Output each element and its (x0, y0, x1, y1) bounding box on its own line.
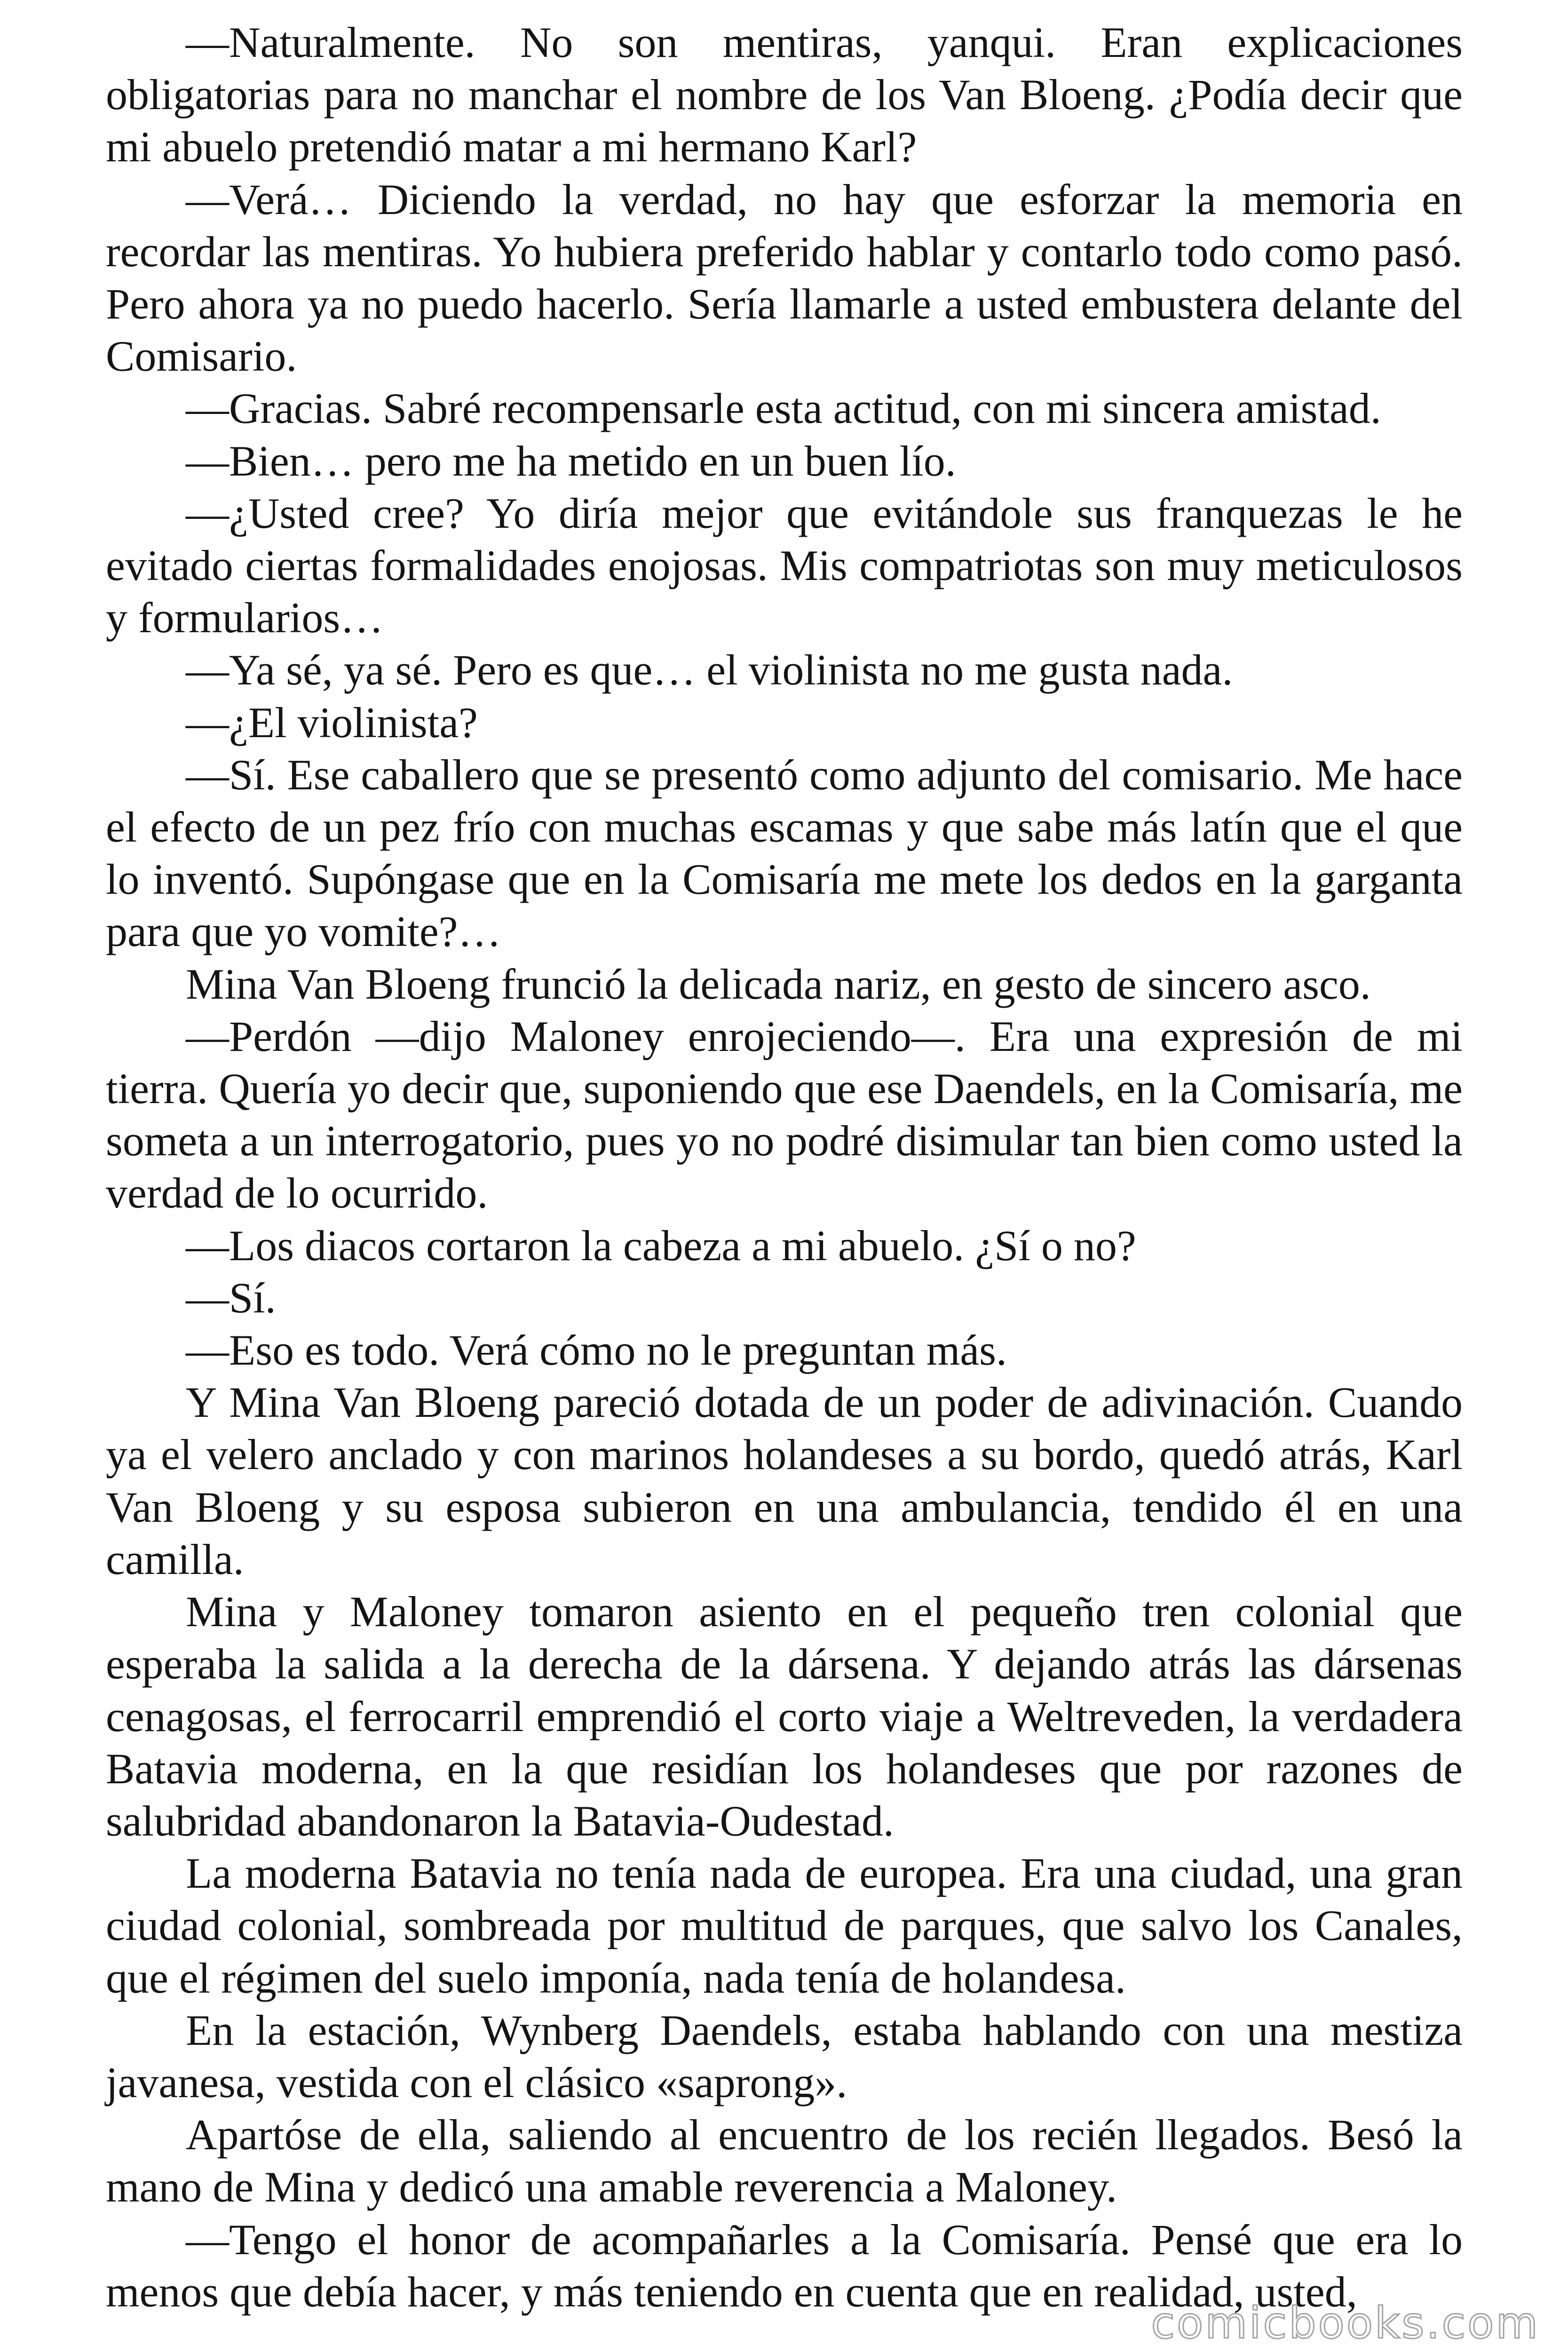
watermark: comicbooks.com (1151, 2298, 1540, 2348)
paragraph-14: Y Mina Van Bloeng pareció dotada de un poder de adivinación. Cuando ya el velero anclado y con marinos holandeses a su bordo, quedó atrás, Karl Van Bloeng y su esposa subieron en una ambulancia, tendido él en una camilla. (106, 1378, 1463, 1583)
paragraph-4: —Bien… pero me ha metido en un buen lío. (186, 437, 956, 485)
paragraph-3: —Gracias. Sabré recompensarle esta actitud, con mi sincera amistad. (186, 384, 1381, 433)
paragraph-13: —Eso es todo. Verá cómo no le preguntan más. (186, 1326, 1007, 1375)
paragraph-16: La moderna Batavia no tenía nada de europea. Era una ciudad, una gran ciudad colonial, sombreada por multitud de parques, que salvo los Canales, que el régimen del suelo imponía, nada tenía de holandesa. (106, 1849, 1463, 2002)
paragraph-10: —Perdón —dijo Maloney enrojeciendo—. Era una expresión de mi tierra. Quería yo decir que, suponiendo que ese Daendels, en la Comisaría, me someta a un interrogatorio, pues yo no podré disimular tan bien como usted la verdad de lo ocurrido. (106, 1012, 1463, 1217)
paragraph-15: Mina y Maloney tomaron asiento en el pequeño tren colonial que esperaba la salida a la derecha de la dársena. Y dejando atrás las dársenas cenagosas, el ferrocarril emprendió el corto viaje a Weltreveden, la verdadera Batavia moderna, en la que residían los holandeses que por razones de salubridad abandonaron la Batavia-Oudestad. (106, 1588, 1463, 1845)
paragraph-5: —¿Usted cree? Yo diría mejor que evitándole sus franquezas le he evitado ciertas formalidades enojosas. Mis compatriotas son muy meticulosos y formularios… (106, 489, 1463, 642)
paragraph-12: —Sí. (186, 1273, 276, 1322)
paragraph-11: —Los diacos cortaron la cabeza a mi abuelo. ¿Sí o no? (186, 1221, 1136, 1270)
paragraph-6: —Ya sé, ya sé. Pero es que… el violinista no me gusta nada. (186, 646, 1233, 694)
paragraph-18: Apartóse de ella, saliendo al encuentro de los recién llegados. Besó la mano de Mina y dedicó una amable reverencia a Maloney. (106, 2111, 1463, 2211)
paragraph-7: —¿El violinista? (186, 698, 478, 747)
paragraph-8: —Sí. Ese caballero que se presentó como adjunto del comisario. Me hace el efecto de un pez frío con muchas escamas y que sabe más latín que el que lo inventó. Supóngase que en la Comisaría me mete los dedos en la garganta para que yo vomite?… (106, 750, 1463, 956)
paragraph-19: —Tengo el honor de acompañarles a la Comisaría. Pensé que era lo menos que debía hacer, y más teniendo en cuenta que en realidad, usted, (106, 2215, 1463, 2316)
paragraph-17: En la estación, Wynberg Daendels, estaba hablando con una mestiza javanesa, vestida con el clásico «saprong». (106, 2006, 1463, 2106)
paragraph-1: —Naturalmente. No son mentiras, yanqui. Eran explicaciones obligatorias para no manchar el nombre de los Van Bloeng. ¿Podía decir que mi abuelo pretendió matar a mi hermano Karl? (106, 18, 1463, 171)
paragraph-9: Mina Van Bloeng frunció la delicada nariz, en gesto de sincero asco. (186, 960, 1371, 1008)
book-page-text (106, 16, 1463, 2318)
paragraph-2: —Verá… Diciendo la verdad, no hay que esforzar la memoria en recordar las mentiras. Yo hubiera preferido hablar y contarlo todo como pasó. Pero ahora ya no puedo hacerlo. Sería llamarle a usted embustera delante del Comisario. (106, 175, 1463, 381)
